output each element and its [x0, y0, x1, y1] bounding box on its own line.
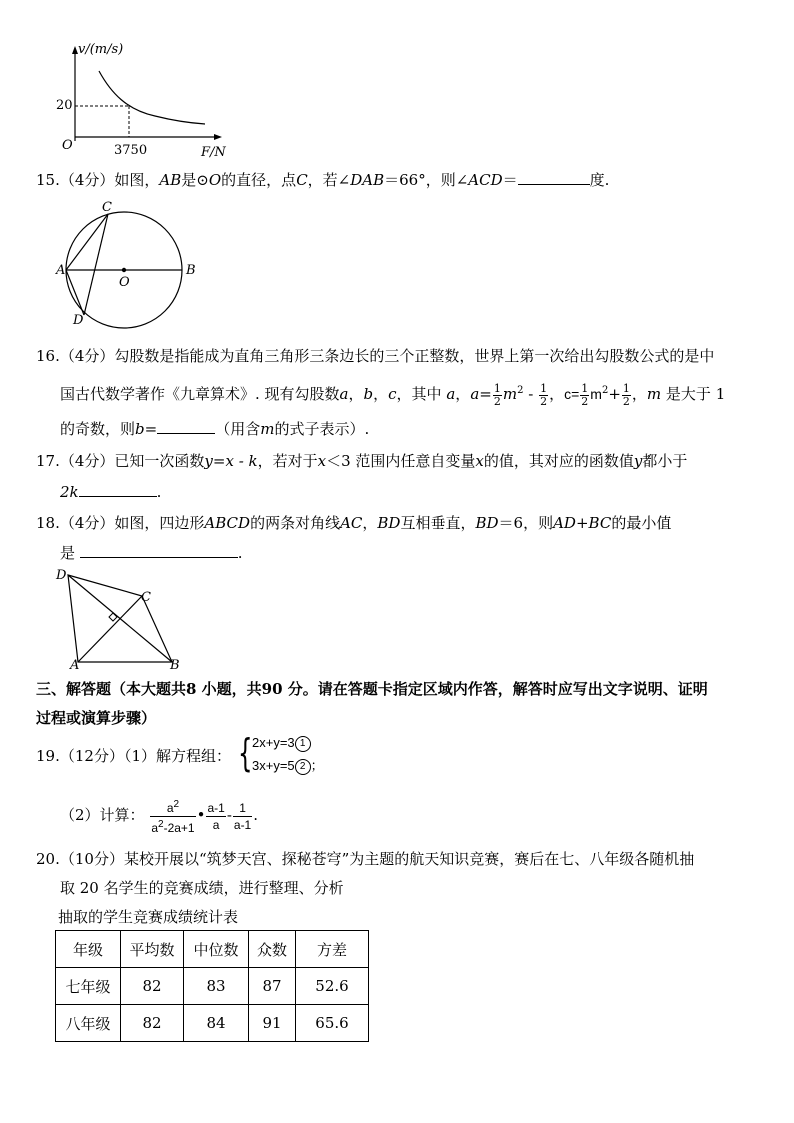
q17-2k: 2k	[60, 483, 79, 501]
curve	[99, 71, 205, 124]
q19-eq2-tag: 2	[295, 759, 311, 775]
q18-abcd: ABCD	[204, 514, 251, 532]
x-axis-arrow	[214, 134, 222, 140]
q18-text-c: ，	[362, 514, 378, 532]
q16-eq: =	[479, 385, 492, 403]
q18-quadrilateral-figure	[60, 568, 190, 670]
q16-b-eq: b	[135, 420, 145, 438]
q15-label-d: D	[73, 313, 84, 328]
q17-text-d: 的值，其对应的函数值	[483, 452, 634, 470]
q15-c: C	[296, 171, 308, 189]
q17-text-b: ，若对于	[257, 452, 318, 470]
q16-sep2: ，	[373, 385, 389, 403]
y-tick-label: 20	[56, 98, 73, 113]
x-tick-label: 3750	[114, 143, 148, 158]
q18-answer-blank[interactable]	[80, 543, 238, 558]
table-cell: 83	[184, 968, 249, 1005]
q16-sep4: ，	[549, 385, 565, 403]
q19-eq2: 3x+y=5 2 ；	[252, 758, 324, 773]
q18-label-a: A	[70, 658, 80, 673]
table-cell: 87	[249, 968, 296, 1005]
q19-minus: -	[226, 806, 232, 824]
q16-minus: -	[523, 385, 539, 403]
q19-end: .	[253, 806, 259, 824]
q16-c-eq: c=	[564, 386, 580, 402]
q15-text	[36, 170, 609, 190]
origin-label: O	[62, 138, 73, 153]
q18-label-b: B	[170, 658, 180, 673]
section3-heading-line1: 三、解答题（本大题共8 小题，共90 分。请在答题卡指定区域内作答，解答时应写出文字说明、证明	[36, 680, 708, 698]
q18-sum: AD+BC	[553, 514, 612, 532]
table-row	[56, 1005, 369, 1042]
q17-x1: x	[317, 452, 327, 470]
q15-ab: AB	[159, 171, 182, 189]
q16-score: （4分）	[59, 347, 115, 365]
x-axis-label: F/N	[201, 145, 226, 160]
y-axis-label: v/(m/s)	[78, 42, 124, 57]
q20-score: （10分）	[59, 850, 124, 868]
q18-bd: BD	[377, 514, 401, 532]
q17-end: .	[156, 483, 162, 501]
q19-dot: •	[196, 806, 206, 824]
q15-label-a: A	[56, 263, 66, 278]
table-cell: 65.6	[296, 1005, 369, 1042]
table-header-cell: 方差	[296, 931, 369, 968]
q16-c: c	[388, 385, 397, 403]
q19-line1	[36, 746, 231, 766]
q16-number: 16.	[36, 347, 60, 365]
chord-ad	[66, 270, 84, 315]
q18-text-f: 的最小值	[611, 514, 672, 532]
q19-part1: （1）解方程组：	[123, 747, 231, 765]
q20-number: 20.	[36, 850, 60, 868]
q18-label-c: C	[141, 590, 151, 605]
q18-label-d: D	[56, 568, 67, 583]
q16-line2	[60, 378, 725, 408]
q19-brace: {	[238, 731, 253, 775]
q19-frac2: $\frac{a-1}{a}$	[207, 800, 225, 832]
center-dot	[122, 268, 126, 272]
q16-line1	[36, 346, 714, 366]
q19-part2: （2）计算：	[60, 806, 145, 824]
q17-fn: y=x - k	[204, 452, 258, 470]
q16-m1: m	[502, 385, 518, 403]
q15-dab: DAB	[350, 171, 385, 189]
q18-end: .	[237, 544, 243, 562]
q20-line1-text: 某校开展以“筑梦天宫、探秘苍穹”为主题的航天知识竞赛，赛后在七、八年级各随机抽	[123, 850, 695, 868]
q15-label-b: B	[186, 263, 196, 278]
q17-answer-blank[interactable]	[79, 482, 157, 497]
q16-frac2: $\frac{1}{2}$	[540, 381, 548, 408]
q17-x2: x	[475, 452, 484, 470]
q15-label-o: O	[119, 275, 130, 290]
q16-line2-c: 是大于 1	[665, 385, 726, 403]
q16-m3: m	[646, 385, 662, 403]
section3-heading-line2: 过程或演算步骤）	[36, 709, 157, 727]
q18-text-b: 的两条对角线	[250, 514, 341, 532]
table-cell: 91	[249, 1005, 296, 1042]
q15-text-f: ＝	[502, 171, 518, 189]
q16-frac1: $\frac{1}{2}$	[493, 381, 501, 408]
q15-o: O	[208, 171, 222, 189]
q18-bd2: BD	[475, 514, 499, 532]
q15-number: 15.	[36, 171, 60, 189]
q17-score: （4分）	[59, 452, 115, 470]
q16-line2-b: ，其中	[396, 385, 442, 403]
q16-line3	[60, 419, 369, 439]
stats-table	[55, 930, 369, 1042]
table-header-cell: 平均数	[121, 931, 184, 968]
q17-number: 17.	[36, 452, 60, 470]
q19-frac1: $\frac{a^2}{a^2-2a+1}$	[151, 798, 195, 835]
q15-acd: ACD	[468, 171, 503, 189]
q16-b: b	[363, 385, 374, 403]
q16-sq2: 2	[601, 385, 609, 396]
q20-line2: 取 20 名学生的竞赛成绩，进行整理、分析	[60, 879, 344, 897]
q15-text-a: 如图，	[114, 171, 160, 189]
q18-line2	[60, 543, 243, 563]
q15-text-b: 是⊙	[181, 171, 209, 189]
q17-line2	[60, 482, 161, 502]
table-cell: 82	[121, 1005, 184, 1042]
q16-sep1: ，	[348, 385, 364, 403]
q18-text-e: ＝6，则	[498, 514, 554, 532]
table-cell: 84	[184, 1005, 249, 1042]
q15-text-c: 的直径，点	[221, 171, 297, 189]
table-header-row	[56, 931, 369, 968]
q17-text-e: 都小于	[642, 452, 688, 470]
table-header-cell: 中位数	[184, 931, 249, 968]
q17-y: y	[633, 452, 643, 470]
q18-ac: AC	[340, 514, 363, 532]
q18-number: 18.	[36, 514, 60, 532]
q18-score: （4分）	[59, 514, 115, 532]
q16-eq2: =	[144, 420, 158, 438]
q16-plus: +	[608, 385, 621, 403]
q16-line3-c: 的式子表示）.	[274, 420, 370, 438]
q15-text-e: ＝66°，则∠	[384, 171, 469, 189]
q19-line2	[60, 795, 258, 836]
table-cell: 七年级	[56, 968, 121, 1005]
q16-line1-text: 勾股数是指能成为直角三角形三条边长的三个正整数，世界上第一次给出勾股数公式的是中	[114, 347, 715, 365]
table-header-cell: 众数	[249, 931, 296, 968]
q19-number: 19.	[36, 747, 60, 765]
q16-a: a	[339, 385, 349, 403]
q15-answer-blank[interactable]	[518, 170, 590, 185]
q16-frac4: $\frac{1}{2}$	[622, 381, 630, 408]
q15-text-g: 度.	[589, 171, 610, 189]
q16-line3-b: （用含	[215, 420, 261, 438]
q16-sep3: ，	[455, 385, 471, 403]
q16-sq1: 2	[517, 385, 524, 396]
q20-table-title: 抽取的学生竞赛成绩统计表	[58, 908, 239, 926]
q18-text-d: 互相垂直，	[400, 514, 476, 532]
q15-score: （4分）	[59, 171, 115, 189]
q20-line1	[36, 849, 694, 869]
q16-line2-a: 国古代数学著作《九章算术》. 现有勾股数	[60, 385, 340, 403]
q19-frac3: $\frac{1}{a-1}$	[233, 800, 252, 832]
table-cell: 82	[121, 968, 184, 1005]
q15-label-c: C	[102, 200, 112, 215]
right-angle-mark	[109, 613, 117, 621]
q17-text-a: 已知一次函数	[114, 452, 205, 470]
table-row	[56, 968, 369, 1005]
q18-text-a: 如图，四边形	[114, 514, 205, 532]
q19-eq1: 2x+y=3 1	[252, 733, 311, 753]
q16-a-eq2: a	[470, 385, 480, 403]
table-header-cell: 年级	[56, 931, 121, 968]
q17-line1	[36, 451, 687, 471]
q18-is: 是	[60, 544, 76, 562]
table-cell: 52.6	[296, 968, 369, 1005]
table-cell: 八年级	[56, 1005, 121, 1042]
q19-eq1-tag: 1	[295, 736, 311, 752]
diagonal-bd	[68, 575, 172, 662]
q18-line1	[36, 513, 671, 533]
q15-text-d: ，若∠	[307, 171, 351, 189]
q16-m4: m	[260, 420, 275, 438]
q16-line3-a: 的奇数，则	[60, 420, 136, 438]
q16-answer-blank[interactable]	[157, 419, 215, 434]
q17-text-c: ＜3 范围内任意自变量	[326, 452, 476, 470]
q19-score: （12分）	[59, 747, 124, 765]
q16-a-eq: a	[446, 385, 456, 403]
q16-m2: m	[590, 386, 602, 402]
q16-sep5: ，	[631, 385, 647, 403]
q16-frac3: $\frac{1}{2}$	[581, 381, 589, 408]
